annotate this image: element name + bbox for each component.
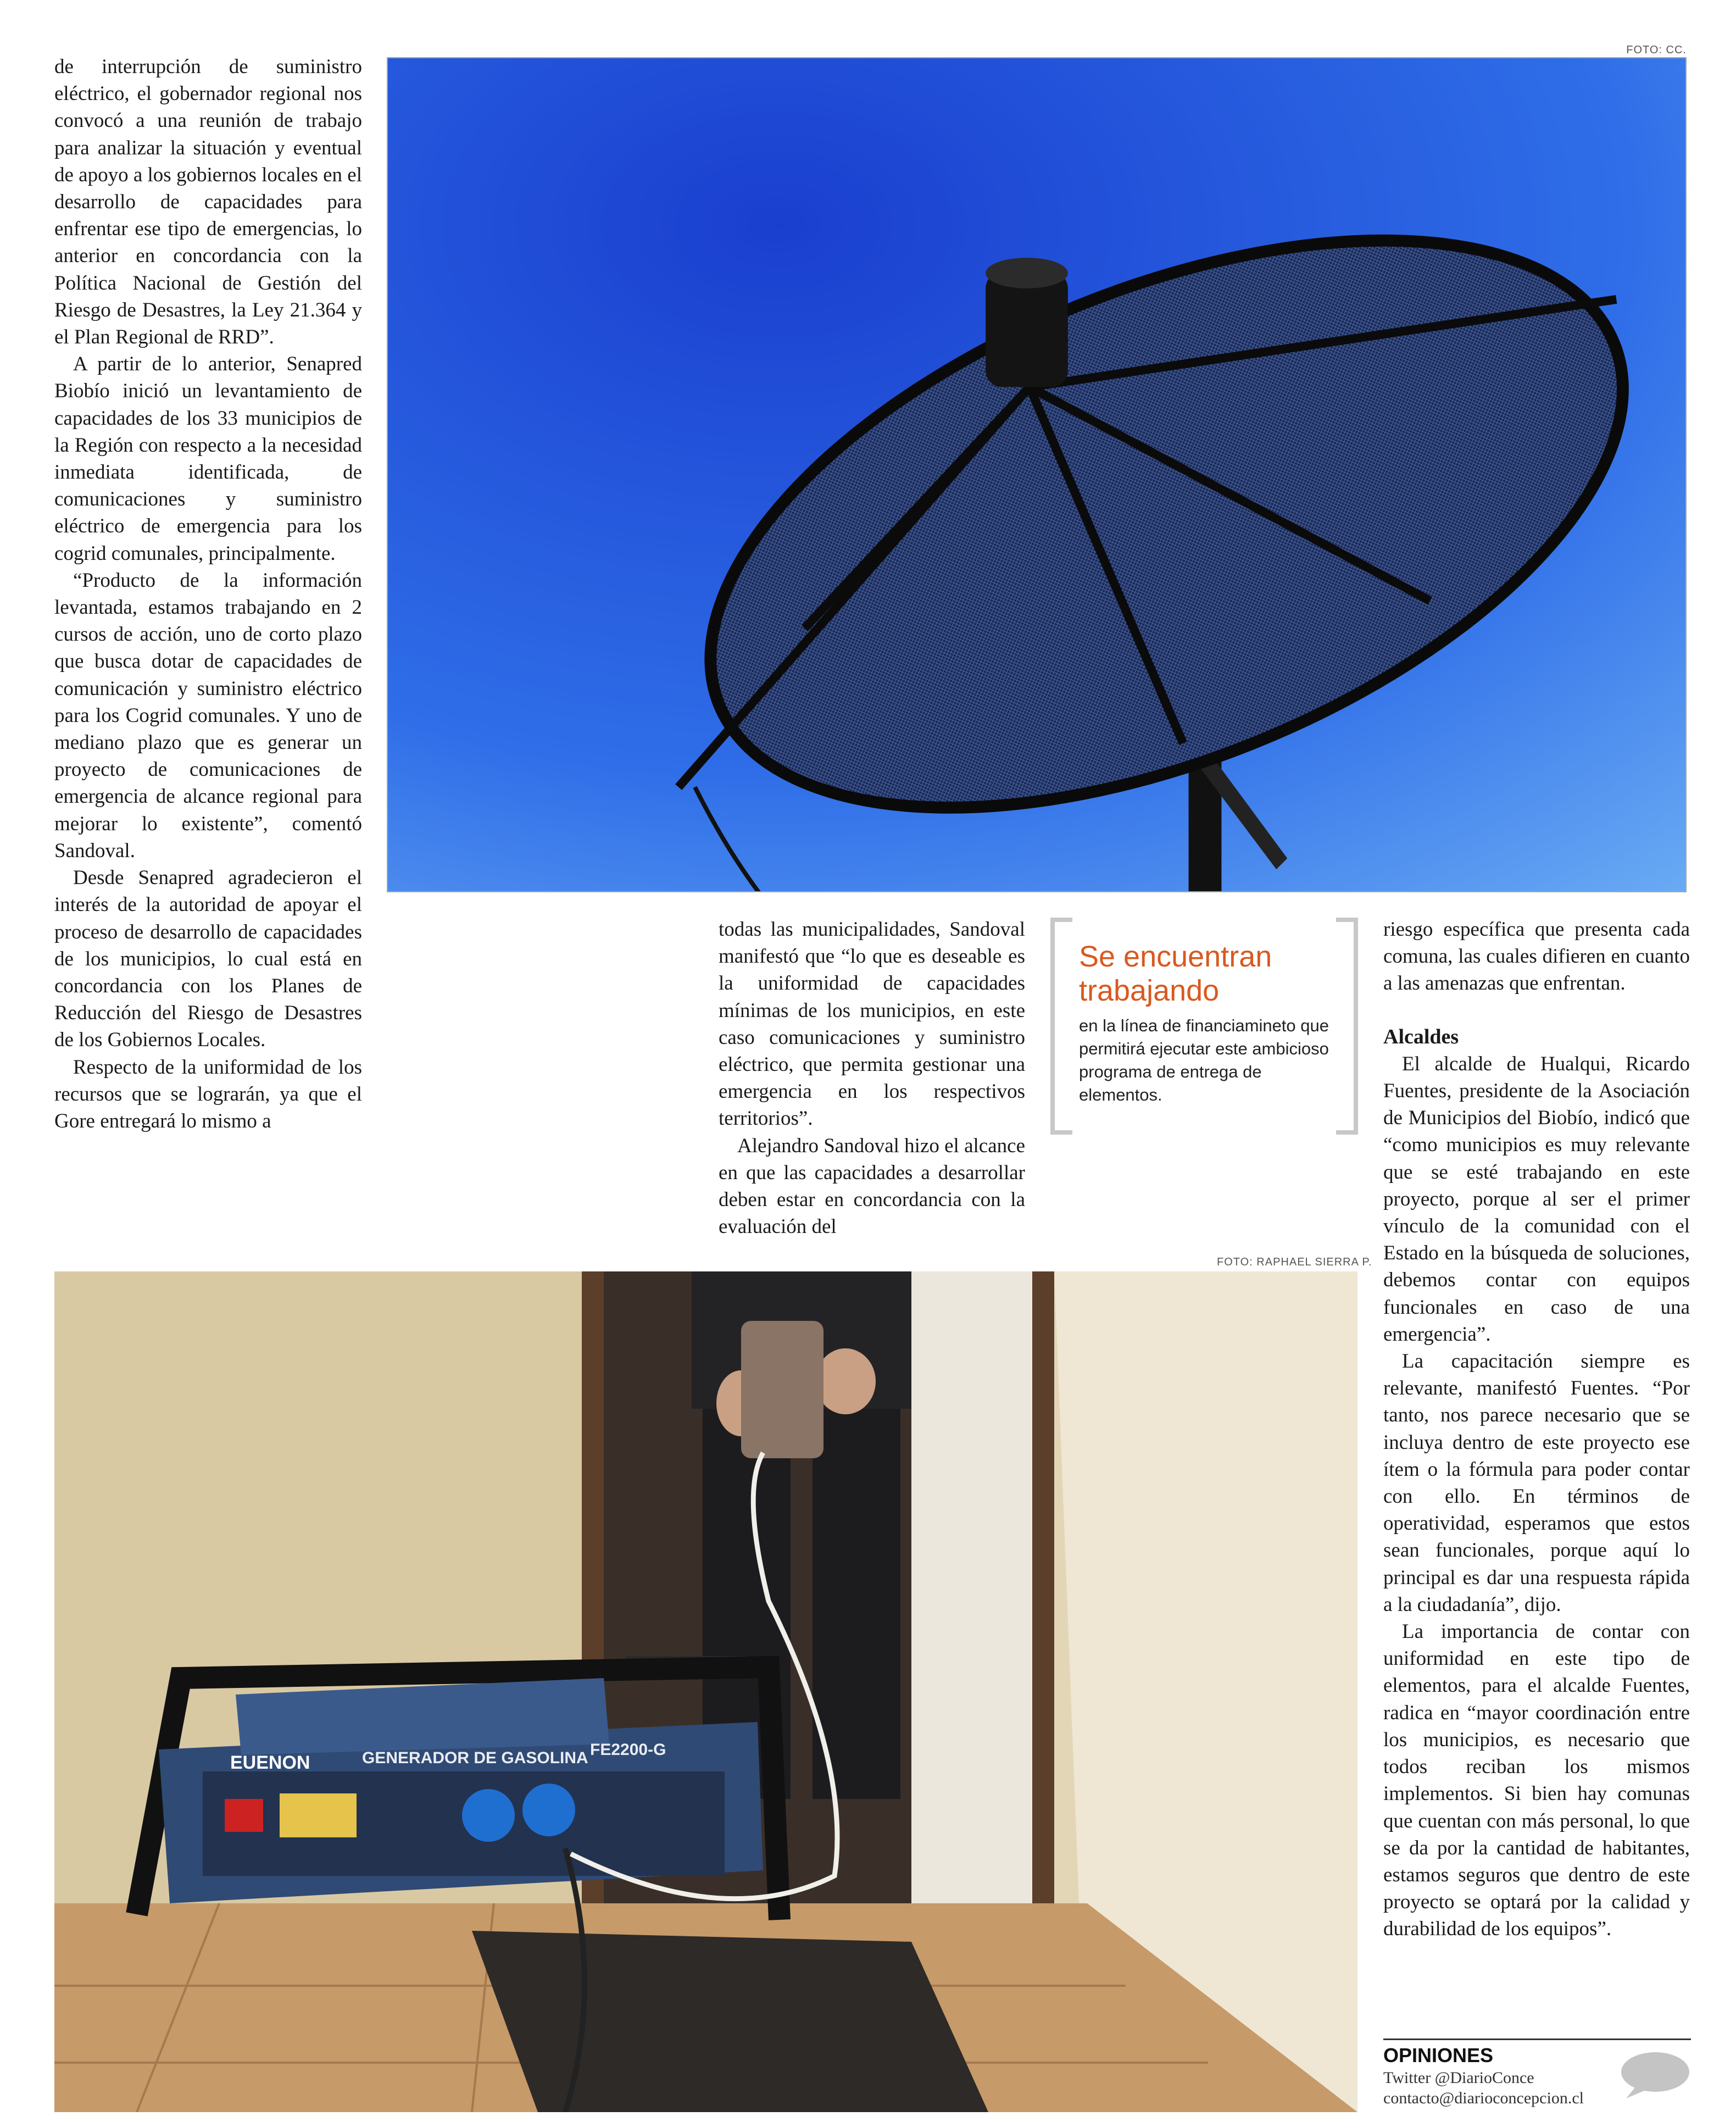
opinions-footer: [1383, 2038, 1691, 2108]
paragraph: La capacitación siempre es relevante, manifestó Fuentes. “Por tanto, nos parece necesario que se incluya dentro de este proyecto ese ítem o la fórmula para poder contar con ello. En términos de operatividad, esperamos que estos sean funcionales, porque aquí lo principal es dar una respuesta rápida a la ciudadanía”, dijo.: [1383, 1350, 1690, 1616]
opinions-title: OPINIONES: [1383, 2044, 1494, 2067]
article-column-3: [1383, 916, 1690, 1943]
paragraph: todas las municipalidades, Sandoval manifestó que “lo que es deseable es la uniformidad de capacidades mínimas de los municipios, en este caso comunicaciones y suministro eléctrico, que permita gestionar una emergencia en los respectivos territorios”.: [719, 918, 1025, 1130]
article-column-1: [54, 53, 362, 1135]
article-column-2: [719, 916, 1025, 1240]
generator-model-label: FE2200-G: [590, 1741, 666, 1759]
pull-quote-body: en la línea de financiamineto que permitirá ejecutar este ambicioso programa de entrega de elementos.: [1079, 1016, 1329, 1104]
photo-credit: FOTO: CC.: [1626, 44, 1687, 56]
speech-bubble-icon: [1614, 2050, 1691, 2099]
paragraph: Alejandro Sandoval hizo el alcance en que las capacidades a desarrollar deben estar en concordancia con la evaluación del: [719, 1134, 1025, 1238]
pull-quote-title: Se encuentran trabajando: [1079, 940, 1272, 1007]
paragraph: El alcalde de Hualqui, Ricardo Fuentes, presidente de la Asociación de Municipios del Biobío, indicó que “como municipios es muy relevante que se esté trabajando en este proyecto, porque al ser el primer vínculo de la comunidad con el Estado en la búsqueda de soluciones, debemos contar con equipos funcionales en caso de una emergencia”.: [1383, 1052, 1690, 1346]
subheading: Alcaldes: [1383, 1025, 1459, 1048]
generator-brand-label: EUENON: [230, 1752, 310, 1773]
pull-quote: [1050, 918, 1358, 1137]
paragraph: “Producto de la información levantada, estamos trabajando en 2 cursos de acción, uno de corto plazo que busca dotar de capacidades de comunicación y suministro eléctrico para los Cogrid comunales. Y uno de mediano plazo que es generar un proyecto de comunicaciones de emergencia de alcance regional para mejorar lo existente”, comentó Sandoval.: [54, 569, 362, 862]
photo-credit: FOTO: RAPHAEL SIERRA P.: [1217, 1256, 1372, 1268]
paragraph: A partir de lo anterior, Senapred Biobío inició un levantamiento de capacidades de los 33 municipios de la Región con respecto a la necesidad inmediata identificada, de comunicaciones y suministro eléctrico de emergencia para los cogrid comunales, principalmente.: [54, 353, 362, 565]
twitter-handle[interactable]: Twitter @DiarioConce: [1383, 2069, 1534, 2087]
bracket-left-decoration: [1050, 918, 1072, 1135]
generator-photo: [54, 1271, 1357, 2112]
paragraph: Respecto de la uniformidad de los recursos que se lograrán, ya que el Gore entregará lo mismo a: [54, 1056, 362, 1132]
paragraph: La importancia de contar con uniformidad en este tipo de elementos, para el alcalde Fuentes, radica en “mayor coordinación entre los municipios, es necesario que todos reciban los mismos implementos. Si bien hay comunas que cuentan con más personal, lo que se da por la cantidad de habitantes, estamos seguros que dentro de este proyecto se optará por la calidad y durabilidad de los equipos”.: [1383, 1620, 1690, 1941]
paragraph: de interrupción de suministro eléctrico, el gobernador regional nos convocó a una reunión de trabajo para analizar la situación y eventual de apoyo a los gobiernos locales en el desarrollo de capacidades para enfrentar ese tipo de emergencias, lo anterior en concordancia con la Política Nacional de Gestión del Riesgo de Desastres, la Ley 21.364 y el Plan Regional de RRD”.: [54, 55, 362, 349]
paragraph: Desde Senapred agradecieron el interés de la autoridad de apoyar el proceso de desarrollo de capacidades de los municipios, lo cual está en concordancia con los Planes de Reducción del Riesgo de Desastres de los Gobiernos Locales.: [54, 866, 362, 1052]
contact-email[interactable]: contacto@diarioconcepcion.cl: [1383, 2089, 1584, 2107]
generator-type-label: GENERADOR DE GASOLINA: [362, 1749, 588, 1767]
bracket-right-decoration: [1336, 918, 1358, 1135]
satellite-dish-photo: [387, 57, 1687, 892]
paragraph: riesgo específica que presenta cada comuna, las cuales difieren en cuanto a las amenazas que enfrentan.: [1383, 918, 1690, 995]
